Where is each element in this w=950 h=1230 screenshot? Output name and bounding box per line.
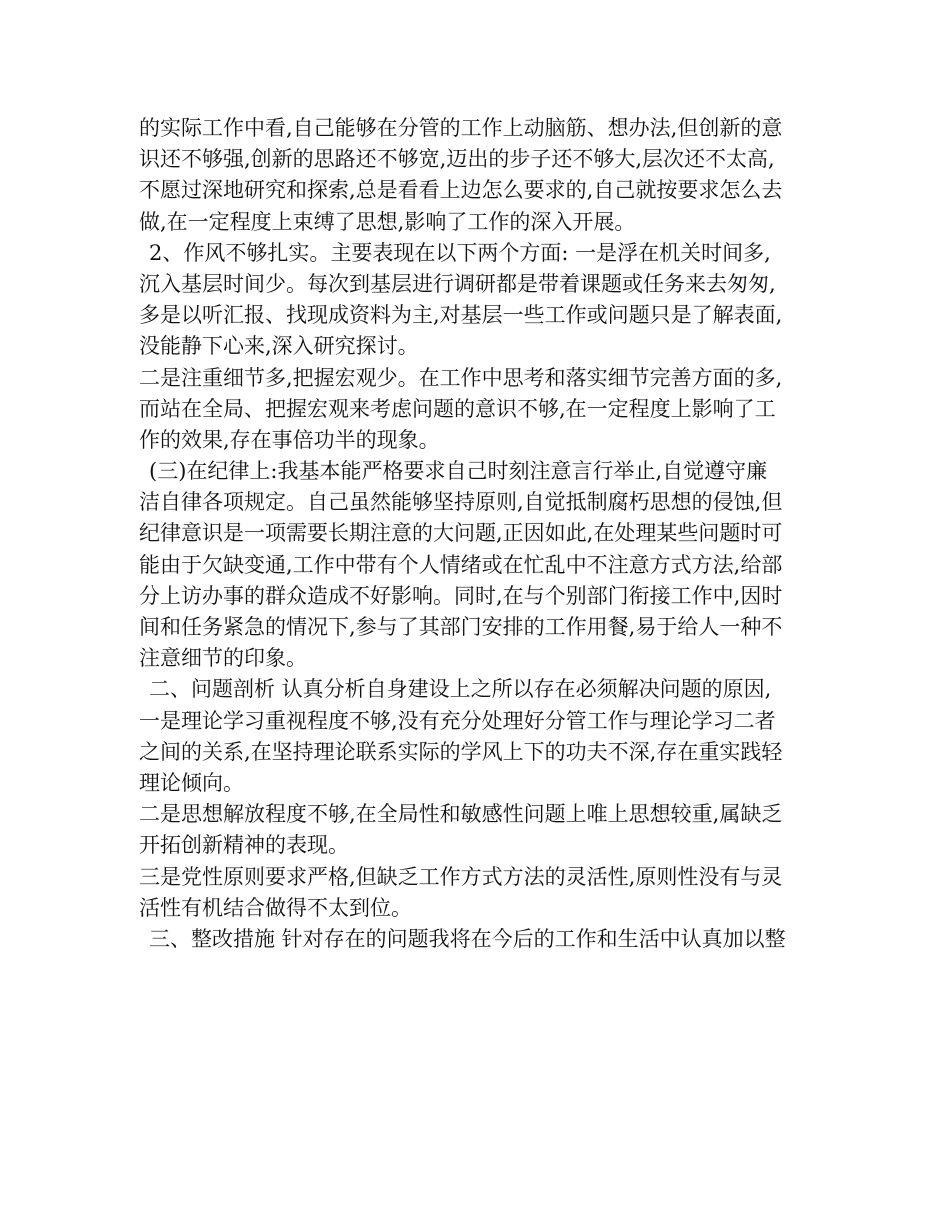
text-line: 注意细节的印象。: [139, 646, 307, 671]
section-heading-line: 三、整改措施 针对存在的问题我将在今后的工作和生活中认真加以整: [149, 926, 786, 951]
text-line: 三是党性原则要求严格,但缺乏工作方式方法的灵活性,原则性没有与灵: [139, 864, 783, 889]
section-heading-line: 二、问题剖析 认真分析自身建设上之所以存在必须解决问题的原因,: [149, 677, 772, 702]
text-line: 不愿过深地研究和探索,总是看看上边怎么要求的,自己就按要求怎么去: [139, 178, 783, 203]
text-line: 间和任务紧急的情况下,参与了其部门安排的工作用餐,易于给人一种不: [139, 615, 783, 639]
text-line: 能由于欠缺变通,工作中带有个人情绪或在忙乱中不注意方式方法,给部: [139, 552, 783, 577]
text-line: 多是以听汇报、找现成资料为主,对基层一些工作或问题只是了解表面,: [139, 303, 783, 328]
text-line: 识还不够强,创新的思路还不够宽,迈出的步子还不够大,层次还不太高,: [139, 147, 775, 172]
text-line: 分上访办事的群众造成不好影响。同时,在与个别部门衔接工作中,因时: [139, 583, 783, 608]
text-line: 2、作风不够扎实。主要表现在以下两个方面: 一是浮在机关时间多,: [149, 240, 771, 265]
document-body: [139, 113, 815, 955]
text-line: (三)在纪律上:我基本能严格要求自己时刻注意言行举止,自觉遵守廉: [149, 459, 768, 484]
text-line: 的实际工作中看,自己能够在分管的工作上动脑筋、想办法,但创新的意: [139, 116, 783, 140]
text-line: 沉入基层时间少。每次到基层进行调研都是带着课题或任务来去匆匆,: [139, 271, 776, 296]
text-line: 作的效果,存在事倍功半的现象。: [139, 427, 440, 452]
text-line: 一是理论学习重视程度不够,没有充分处理好分管工作与理论学习二者: [139, 708, 776, 733]
text-line: 开拓创新精神的表现。: [139, 833, 349, 858]
text-line: 理论倾向。: [139, 770, 244, 795]
text-line: 洁自律各项规定。自己虽然能够坚持原则,自觉抵制腐朽思想的侵蚀,但: [139, 490, 783, 515]
text-line: 活性有机结合做得不太到位。: [139, 895, 412, 920]
text-line: 二是思想解放程度不够,在全局性和敏感性问题上唯上思想较重,属缺乏: [139, 802, 783, 827]
text-line: 二是注重细节多,把握宏观少。在工作中思考和落实细节完善方面的多,: [139, 365, 783, 390]
text-line: 之间的关系,在坚持理论联系实际的学风上下的功夫不深,存在重实践轻: [139, 739, 783, 764]
text-line: 纪律意识是一项需要长期注意的大问题,正因如此,在处理某些问题时可: [139, 521, 783, 546]
text-line: 没能静下心来,深入研究探讨。: [139, 334, 419, 359]
text-line: 而站在全局、把握宏观来考虑问题的意识不够,在一定程度上影响了工: [139, 396, 776, 421]
text-line: 做,在一定程度上束缚了思想,影响了工作的深入开展。: [139, 209, 636, 234]
